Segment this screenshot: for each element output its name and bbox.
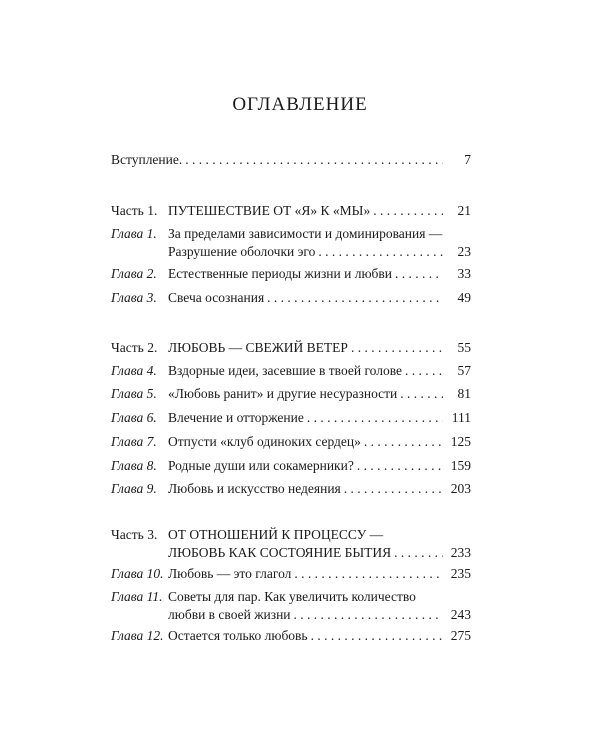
page-number: 55 xyxy=(457,340,471,355)
chapter-label: Глава 11. xyxy=(111,589,163,604)
chapter-title: Влечение и отторжение xyxy=(168,410,304,425)
dot-leader xyxy=(351,340,443,356)
page-number: 33 xyxy=(457,266,471,281)
page-number: 7 xyxy=(464,152,471,167)
dot-leader xyxy=(394,545,443,561)
chapter-title: Любовь и искусство недеяния xyxy=(168,481,341,496)
dot-leader xyxy=(185,152,443,168)
chapter-label: Глава 6. xyxy=(111,410,157,425)
dot-leader xyxy=(357,458,443,474)
part-label: Часть 3. xyxy=(111,527,158,542)
chapter-title-line: За пределами зависимости и доминирования — xyxy=(168,226,443,241)
dot-leader xyxy=(318,244,443,260)
dot-leader xyxy=(294,566,443,582)
chapter-title-line: Советы для пар. Как увеличить количество xyxy=(168,589,416,604)
chapter-label: Глава 8. xyxy=(111,458,157,473)
chapter-title: Любовь — это глагол xyxy=(168,566,292,581)
toc-title: ОГЛАВЛЕНИЕ xyxy=(232,94,368,115)
page-number: 233 xyxy=(450,545,471,560)
page-number: 235 xyxy=(450,566,471,581)
chapter-label: Глава 2. xyxy=(111,266,157,281)
chapter-title: Отпусти «клуб одиноких сердец» xyxy=(168,434,361,449)
dot-leader xyxy=(395,266,443,282)
part-label: Часть 1. xyxy=(111,203,158,218)
chapter-title-line: Разрушение оболочки эго xyxy=(168,244,316,259)
dot-leader xyxy=(307,410,443,426)
chapter-title: Свеча осознания xyxy=(168,290,265,305)
page-number: 243 xyxy=(450,607,471,622)
page-number: 81 xyxy=(457,386,471,401)
page-number: 49 xyxy=(457,290,471,305)
part-title: ПУТЕШЕСТВИЕ ОТ «Я» К «МЫ» xyxy=(168,203,371,218)
chapter-label: Глава 7. xyxy=(111,434,157,449)
dot-leader xyxy=(373,203,443,219)
chapter-title: Остается только любовь xyxy=(168,628,308,643)
chapter-label: Глава 10. xyxy=(111,566,164,581)
dot-leader xyxy=(311,628,443,644)
dot-leader xyxy=(400,386,443,402)
page-number: 159 xyxy=(450,458,471,473)
page-number: 203 xyxy=(450,481,471,496)
chapter-label: Глава 4. xyxy=(111,363,157,378)
chapter-label: Глава 12. xyxy=(111,628,164,643)
chapter-label: Глава 1. xyxy=(111,226,157,241)
page-number: 57 xyxy=(457,363,471,378)
dot-leader xyxy=(294,607,443,623)
dot-leader xyxy=(364,434,443,450)
page-number: 111 xyxy=(451,410,471,425)
chapter-label: Глава 9. xyxy=(111,481,157,496)
chapter-title: «Любовь ранит» и другие несуразности xyxy=(168,386,398,401)
part-title-line: ЛЮБОВЬ КАК СОСТОЯНИЕ БЫТИЯ xyxy=(168,545,392,560)
page-number: 125 xyxy=(450,434,471,449)
dot-leader xyxy=(405,363,443,379)
chapter-label: Глава 3. xyxy=(111,290,157,305)
chapter-label: Глава 5. xyxy=(111,386,157,401)
chapter-title: Родные души или сокамерники? xyxy=(168,458,354,473)
page-number: 21 xyxy=(457,203,471,218)
dot-leader xyxy=(267,290,443,306)
part-title: ЛЮБОВЬ — СВЕЖИЙ ВЕТЕР xyxy=(168,340,348,355)
entry-title: Вступление. xyxy=(111,152,183,167)
chapter-title: Естественные периоды жизни и любви xyxy=(168,266,392,281)
page-number: 23 xyxy=(457,244,471,259)
dot-leader xyxy=(344,481,443,497)
chapter-title-line: любви в своей жизни xyxy=(168,607,291,622)
chapter-title: Вздорные идеи, засевшие в твоей голове xyxy=(168,363,403,378)
part-label: Часть 2. xyxy=(111,340,158,355)
page-number: 275 xyxy=(450,628,471,643)
part-title-line: ОТ ОТНОШЕНИЙ К ПРОЦЕССУ — xyxy=(168,527,384,542)
